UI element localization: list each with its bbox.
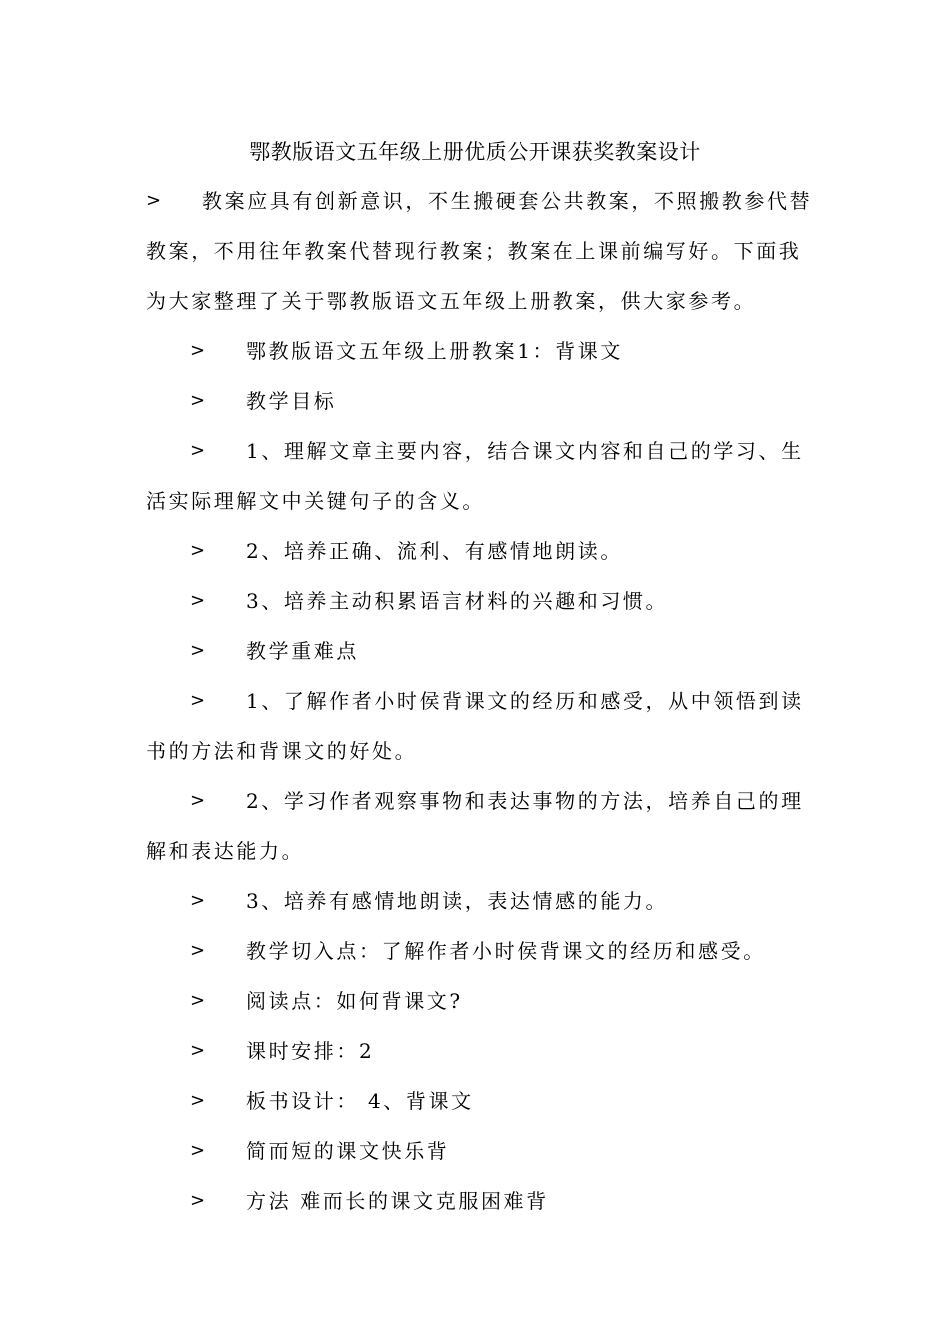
item-text: 解和表达能力。 bbox=[146, 839, 305, 863]
bullet-marker: > bbox=[190, 790, 206, 811]
item-text: 方法 难而长的课文克服困难背 bbox=[246, 1189, 549, 1213]
item-text: 教学目标 bbox=[246, 389, 337, 413]
list-item bbox=[146, 785, 806, 817]
item-text: 1、了解作者小时侯背课文的经历和感受，从中领悟到读 bbox=[246, 689, 804, 713]
item-text: 2、学习作者观察事物和表达事物的方法，培养自己的理 bbox=[246, 789, 804, 813]
bullet-marker: > bbox=[190, 940, 206, 961]
list-item-continuation bbox=[146, 485, 806, 517]
list-item bbox=[146, 535, 806, 567]
list-item bbox=[146, 435, 806, 467]
document-title: 鄂教版语文五年级上册优质公开课获奖教案设计 bbox=[249, 140, 701, 164]
item-text: 3、培养主动积累语言材料的兴趣和习惯。 bbox=[246, 589, 669, 613]
list-item-continuation bbox=[146, 735, 806, 767]
list-item bbox=[146, 635, 806, 667]
item-text: 鄂教版语文五年级上册教案1：背课文 bbox=[246, 339, 623, 363]
list-item bbox=[146, 1085, 806, 1117]
intro-line bbox=[146, 235, 806, 267]
bullet-marker: > bbox=[190, 990, 206, 1011]
intro-text: 教案，不用往年教案代替现行教案；教案在上课前编写好。下面我 bbox=[146, 239, 802, 263]
bullet-marker: > bbox=[190, 540, 206, 561]
item-text: 简而短的课文快乐背 bbox=[246, 1139, 450, 1163]
intro-text: 为大家整理了关于鄂教版语文五年级上册教案，供大家参考。 bbox=[146, 289, 757, 313]
item-text: 2、培养正确、流利、有感情地朗读。 bbox=[246, 539, 623, 563]
bullet-marker: > bbox=[146, 190, 162, 211]
list-item bbox=[146, 335, 806, 367]
list-item bbox=[146, 885, 806, 917]
bullet-marker: > bbox=[190, 1090, 206, 1111]
list-item bbox=[146, 935, 806, 967]
intro-line bbox=[146, 285, 806, 317]
item-text: 板书设计： 4、背课文 bbox=[246, 1089, 474, 1113]
bullet-marker: > bbox=[190, 340, 206, 361]
item-text: 1、理解文章主要内容，结合课文内容和自己的学习、生 bbox=[246, 439, 804, 463]
list-item bbox=[146, 985, 806, 1017]
item-text: 阅读点：如何背课文? bbox=[246, 989, 463, 1013]
item-text: 课时安排：2 bbox=[246, 1039, 375, 1063]
bullet-marker: > bbox=[190, 890, 206, 911]
list-item bbox=[146, 1035, 806, 1067]
item-text: 3、培养有感情地朗读，表达情感的能力。 bbox=[246, 889, 669, 913]
intro-text: 教案应具有创新意识，不生搬硬套公共教案，不照搬教参代替 bbox=[202, 189, 813, 213]
bullet-marker: > bbox=[190, 690, 206, 711]
item-text: 书的方法和背课文的好处。 bbox=[146, 739, 418, 763]
item-text: 教学重难点 bbox=[246, 639, 359, 663]
list-item bbox=[146, 685, 806, 717]
bullet-marker: > bbox=[190, 640, 206, 661]
bullet-marker: > bbox=[190, 1190, 206, 1211]
list-item bbox=[146, 585, 806, 617]
bullet-marker: > bbox=[190, 390, 206, 411]
list-item-continuation bbox=[146, 835, 806, 867]
item-text: 教学切入点：了解作者小时侯背课文的经历和感受。 bbox=[246, 939, 766, 963]
item-text: 活实际理解文中关键句子的含义。 bbox=[146, 489, 485, 513]
bullet-marker: > bbox=[190, 590, 206, 611]
list-item bbox=[146, 385, 806, 417]
bullet-marker: > bbox=[190, 1040, 206, 1061]
bullet-marker: > bbox=[190, 440, 206, 461]
list-item bbox=[146, 1135, 806, 1167]
intro-line bbox=[146, 185, 813, 217]
list-item bbox=[146, 1185, 806, 1217]
bullet-marker: > bbox=[190, 1140, 206, 1161]
